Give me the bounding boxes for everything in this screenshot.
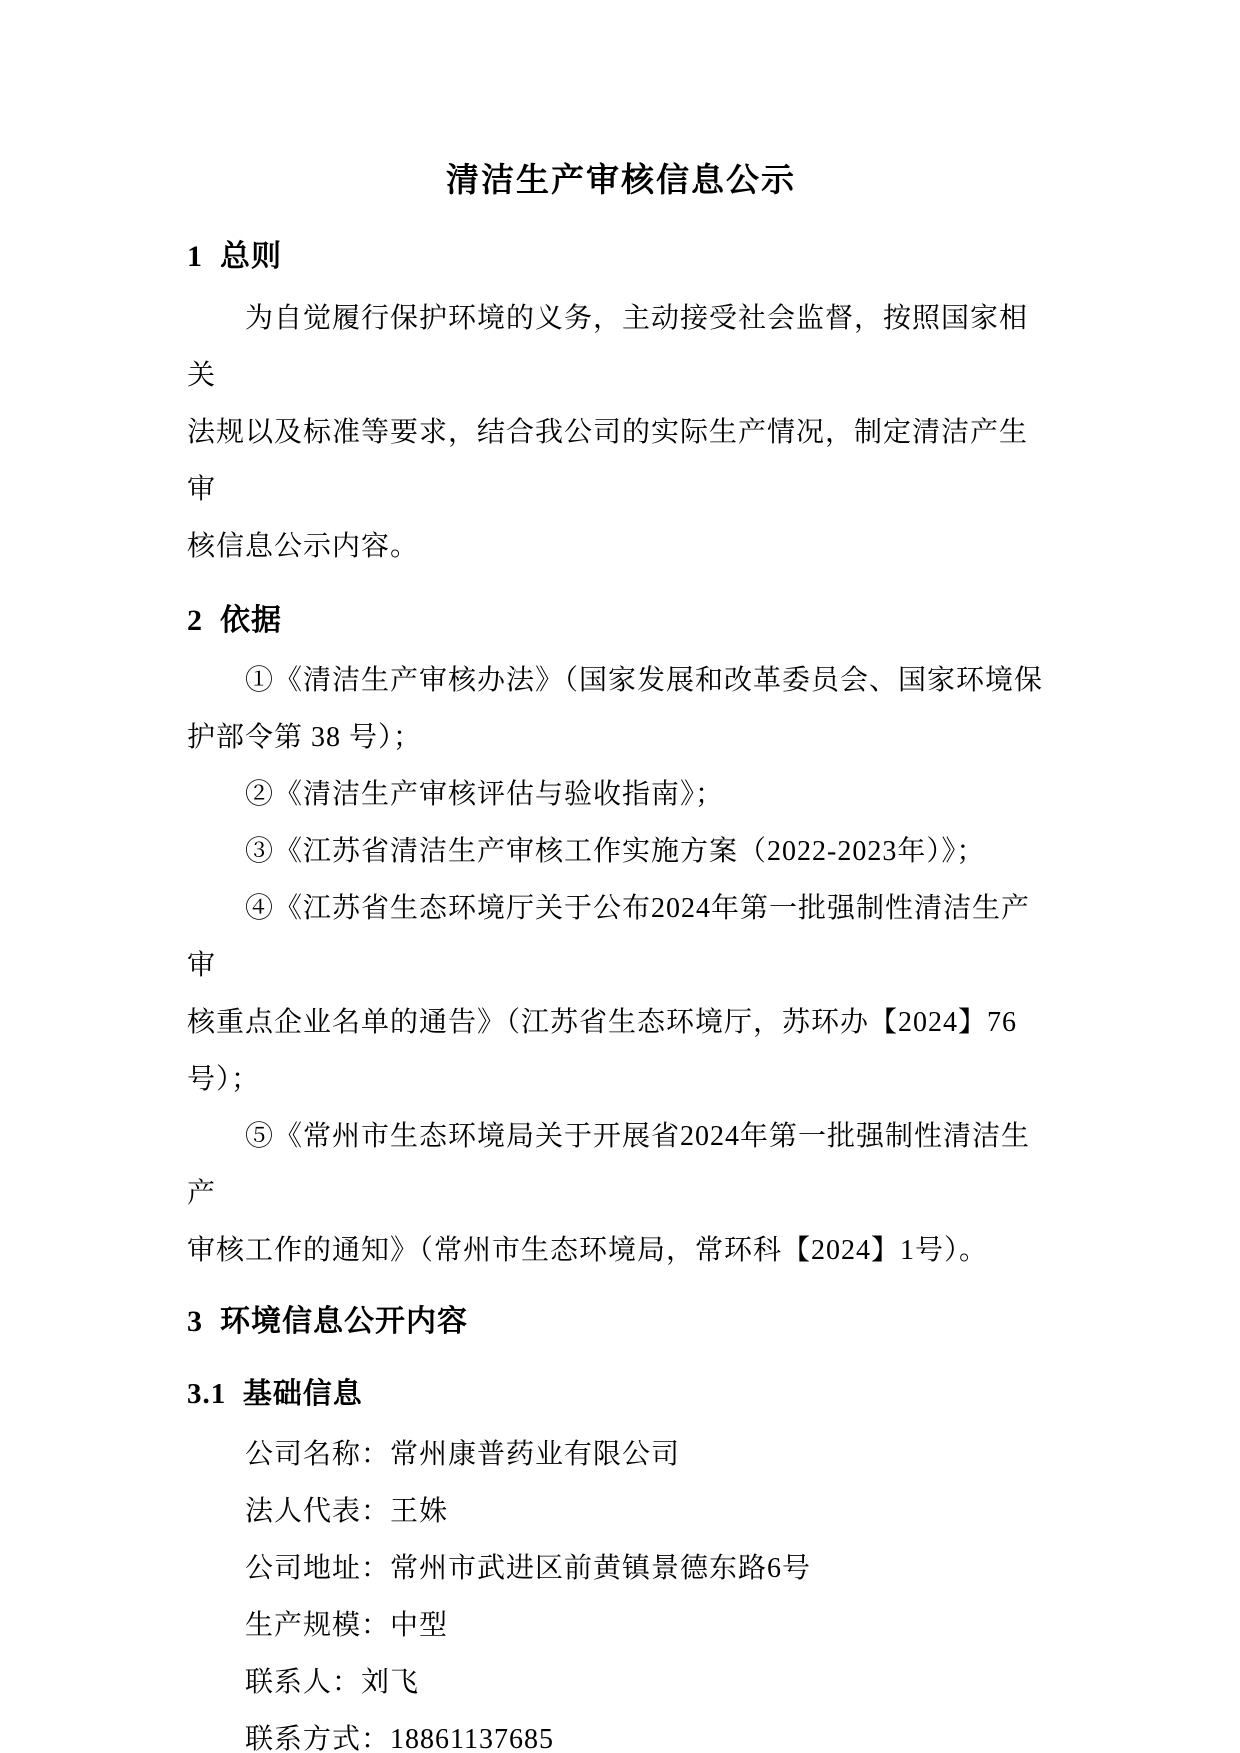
text-line: 护部令第 38 号）； (187, 722, 423, 753)
list-item (187, 880, 1055, 1108)
company-name-field: 公司名称：常州康普药业有限公司 (245, 1439, 681, 1470)
text-line: 为自觉履行保护环境的义务，主动接受社会监督，按照国家相关 (187, 303, 1029, 391)
section-1-heading: 1 总则 (187, 240, 282, 273)
basic-info-fields (187, 1426, 1055, 1753)
text-line: ⑤《常州市生态环境局关于开展省2024年第一批强制性清洁生产 (187, 1121, 1031, 1209)
production-scale-field: 生产规模：中型 (245, 1610, 449, 1641)
text-line: 号）； (187, 1064, 261, 1095)
text-line: ①《清洁生产审核办法》（国家发展和改革委员会、国家环境保 (245, 665, 1044, 696)
section-3-heading: 3 环境信息公开内容 (187, 1305, 468, 1338)
doc-title: 清洁生产审核信息公示 (446, 163, 796, 199)
list-item (187, 1108, 1055, 1279)
company-address-field: 公司地址：常州市武进区前黄镇景德东路6号 (245, 1553, 812, 1584)
list-item (187, 766, 1055, 823)
section-2-items (187, 652, 1055, 1279)
contact-phone-field: 联系方式：18861137685 (245, 1724, 554, 1753)
list-item (187, 652, 1055, 766)
legal-representative-field: 法人代表：王姝 (245, 1496, 449, 1527)
text-line: ②《清洁生产审核评估与验收指南》； (245, 779, 725, 810)
text-line: ④《江苏省生态环境厅关于公布2024年第一批强制性清洁生产审 (187, 893, 1031, 981)
section-3-1-heading: 3.1 基础信息 (187, 1378, 363, 1410)
text-line: 审核工作的通知》（常州市生态环境局，常环科【2024】1号）。 (187, 1235, 989, 1266)
text-line: 法规以及标准等要求，结合我公司的实际生产情况，制定清洁产生审 (187, 417, 1029, 505)
contact-person-field: 联系人：刘飞 (245, 1667, 420, 1698)
section-1-paragraph (187, 290, 1055, 575)
text-line: 核重点企业名单的通告》（江苏省生态环境厅，苏环办【2024】76 (187, 1007, 1018, 1038)
text-line: 核信息公示内容。 (187, 531, 420, 562)
list-item (187, 823, 1055, 880)
document-content (187, 153, 1055, 1753)
section-2-heading: 2 依据 (187, 604, 282, 637)
text-line: ③《江苏省清洁生产审核工作实施方案（2022-2023年）》； (245, 836, 986, 867)
